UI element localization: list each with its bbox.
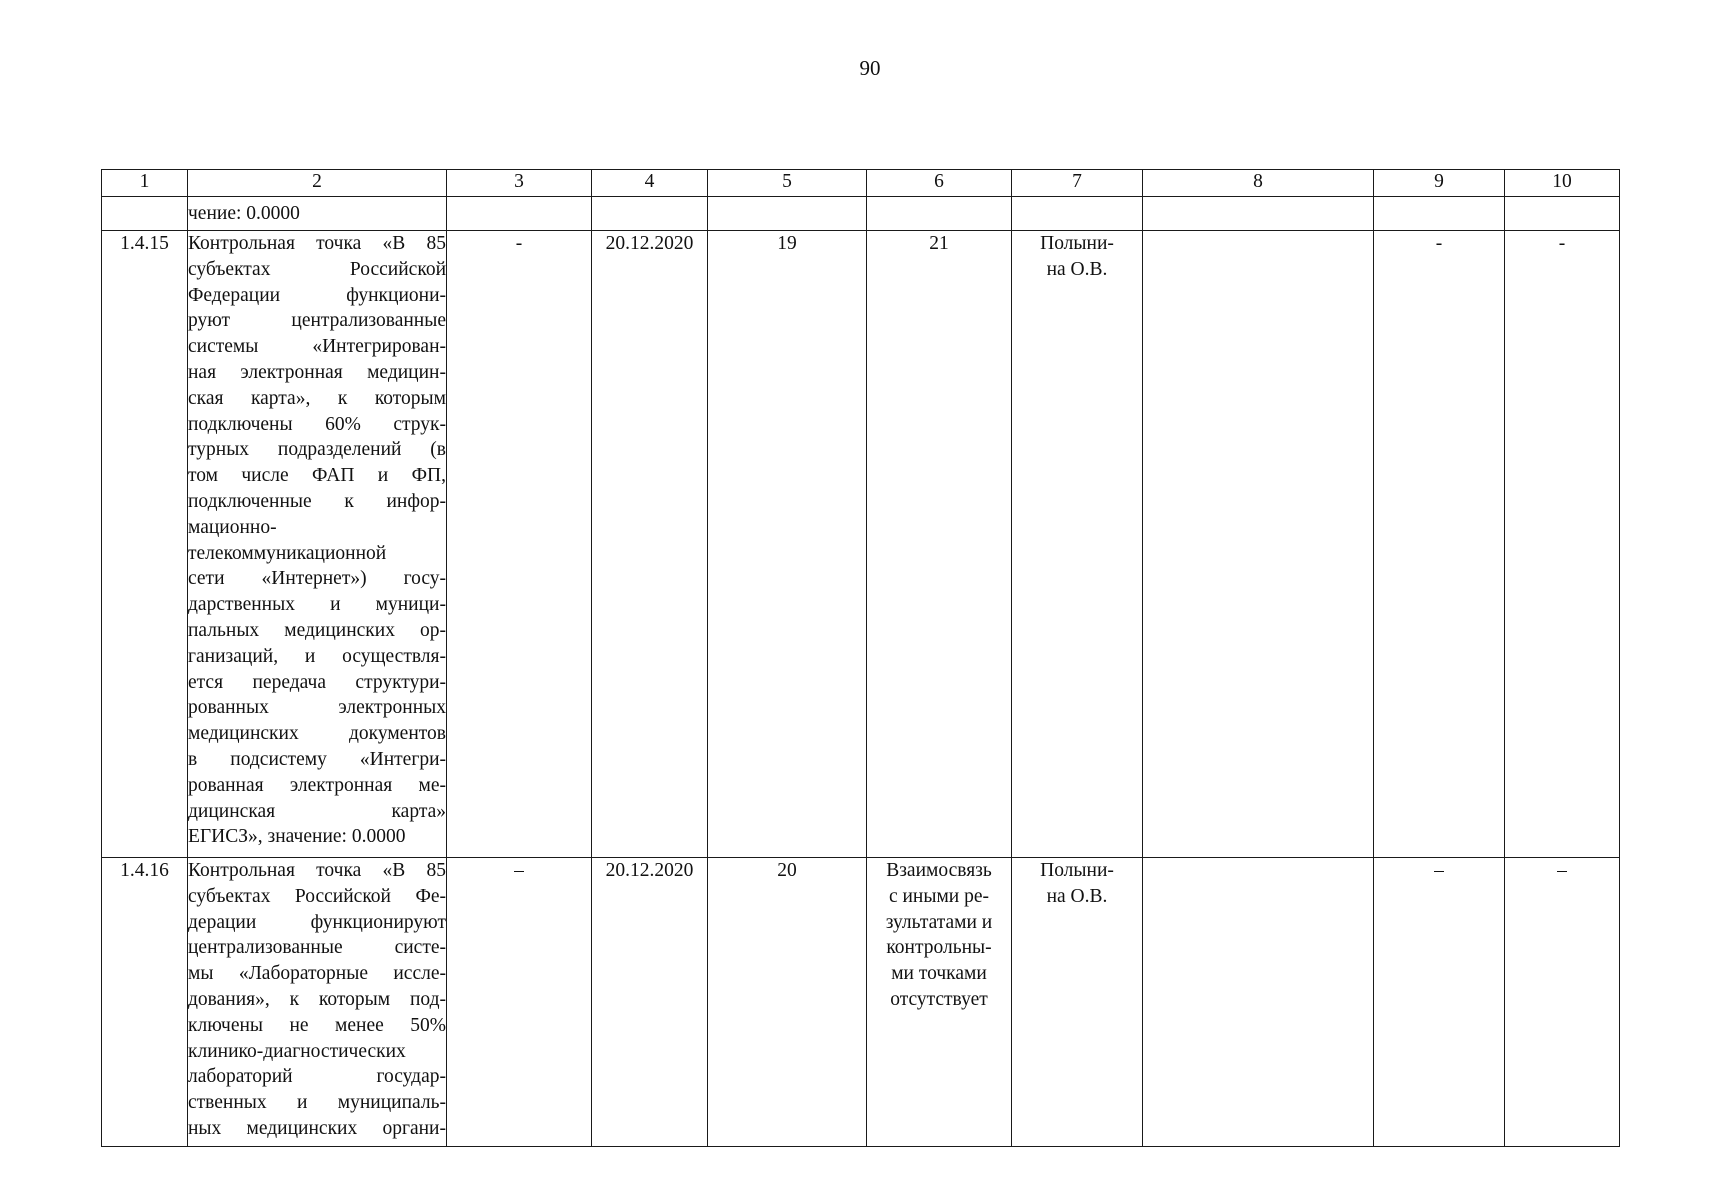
- col6-line: отсутствует: [890, 988, 988, 1010]
- column-header-6: 6: [867, 170, 1012, 197]
- responsible-line: Полыни-: [1040, 860, 1114, 881]
- description-line: рованная электронная ме-: [188, 774, 446, 796]
- description-line: дерации функционируют: [188, 911, 446, 933]
- description-line: мы «Лабораторные иссле-: [188, 963, 446, 985]
- description-line: ных медицинских органи-: [188, 1117, 446, 1139]
- description-line: ЕГИСЗ», значение: 0.0000: [188, 826, 406, 848]
- column-header-10: 10: [1505, 170, 1620, 197]
- continuation-cell-8: [1143, 197, 1374, 231]
- column-header-9: 9: [1374, 170, 1505, 197]
- control-point-description: [188, 858, 447, 1147]
- description-line: телекоммуникационной: [188, 542, 387, 564]
- description-line: дарственных и муници-: [188, 594, 446, 616]
- continuation-text: чение: 0.0000: [188, 202, 300, 224]
- col5-value: 19: [708, 231, 867, 858]
- responsible-line: Полыни-: [1040, 233, 1114, 254]
- description-line: субъектах Российской: [188, 258, 446, 280]
- continuation-row: [102, 197, 1620, 231]
- col3-value: –: [447, 858, 592, 1147]
- continuation-cell-4: [592, 197, 708, 231]
- description-line: медицинских документов: [188, 723, 446, 745]
- continuation-cell-3: [447, 197, 592, 231]
- description-line: ственных и муниципаль-: [188, 1092, 446, 1114]
- description-line: субъектах Российской Фе-: [188, 885, 446, 907]
- column-header-7: 7: [1012, 170, 1143, 197]
- col8-value: [1143, 858, 1374, 1147]
- description-line: Контрольная точка «В 85: [188, 233, 446, 254]
- description-line: подключены 60% струк-: [188, 413, 446, 435]
- description-line: ется передача структури-: [188, 671, 446, 693]
- column-number-header: [102, 170, 1620, 197]
- col10-value: -: [1505, 231, 1620, 858]
- deadline-date: 20.12.2020: [592, 231, 708, 858]
- table-row: [102, 858, 1620, 1147]
- col6-line: 21: [929, 233, 949, 254]
- column-header-3: 3: [447, 170, 592, 197]
- description-line: ганизаций, и осуществля-: [188, 645, 446, 667]
- col3-value: -: [447, 231, 592, 858]
- continuation-cell-7: [1012, 197, 1143, 231]
- responsible-person: [1012, 231, 1143, 858]
- description-line: подключенные к инфор-: [188, 490, 446, 512]
- description-line: лабораторий государ-: [188, 1066, 446, 1088]
- description-line: турных подразделений (в: [188, 439, 446, 461]
- plan-table: [101, 169, 1620, 1147]
- responsible-person: [1012, 858, 1143, 1147]
- col6-line: зультатами и: [885, 911, 993, 933]
- description-line: дования», к которым под-: [188, 988, 446, 1010]
- control-point-description: [188, 231, 447, 858]
- continuation-cell-10: [1505, 197, 1620, 231]
- description-line: ская карта», к которым: [188, 387, 446, 409]
- continuation-text-cell: [188, 197, 447, 231]
- row-number: 1.4.16: [102, 858, 188, 1147]
- description-line: дицинская карта»: [188, 800, 446, 822]
- column-header-1: 1: [102, 170, 188, 197]
- description-line: Контрольная точка «В 85: [188, 860, 446, 881]
- description-line: сети «Интернет») госу-: [188, 568, 446, 590]
- deadline-date: 20.12.2020: [592, 858, 708, 1147]
- description-line: в подсистему «Интегри-: [188, 748, 446, 770]
- col9-value: –: [1374, 858, 1505, 1147]
- page-number: 90: [859, 56, 881, 80]
- col5-value: 20: [708, 858, 867, 1147]
- col6-line: Взаимосвязь: [886, 860, 992, 881]
- col6-line: ми точками: [891, 963, 987, 985]
- column-header-5: 5: [708, 170, 867, 197]
- responsible-line: на О.В.: [1046, 258, 1108, 280]
- description-line: ключены не менее 50%: [188, 1014, 446, 1036]
- continuation-cell-5: [708, 197, 867, 231]
- description-line: ная электронная медицин-: [188, 361, 446, 383]
- description-line: системы «Интегрирован-: [188, 336, 446, 358]
- description-line: Федерации функциони-: [188, 284, 446, 306]
- col6-line: контрольны-: [886, 937, 992, 959]
- col6-value: [867, 231, 1012, 858]
- col9-value: -: [1374, 231, 1505, 858]
- description-line: централизованные систе-: [188, 937, 446, 959]
- continuation-cell-9: [1374, 197, 1505, 231]
- description-line: мационно-: [188, 516, 277, 538]
- description-line: клинико-диагностических: [188, 1040, 406, 1062]
- description-line: том числе ФАП и ФП,: [188, 465, 446, 487]
- description-line: пальных медицинских ор-: [188, 619, 446, 641]
- row-number: 1.4.15: [102, 231, 188, 858]
- continuation-cell-6: [867, 197, 1012, 231]
- column-header-2: 2: [188, 170, 447, 197]
- description-line: рованных электронных: [188, 697, 446, 719]
- responsible-line: на О.В.: [1046, 885, 1108, 907]
- column-header-8: 8: [1143, 170, 1374, 197]
- col10-value: –: [1505, 858, 1620, 1147]
- col8-value: [1143, 231, 1374, 858]
- column-header-4: 4: [592, 170, 708, 197]
- description-line: руют централизованные: [188, 310, 446, 332]
- col6-value: [867, 858, 1012, 1147]
- continuation-num-cell: [102, 197, 188, 231]
- col6-line: с иными ре-: [888, 885, 990, 907]
- table-row: [102, 231, 1620, 858]
